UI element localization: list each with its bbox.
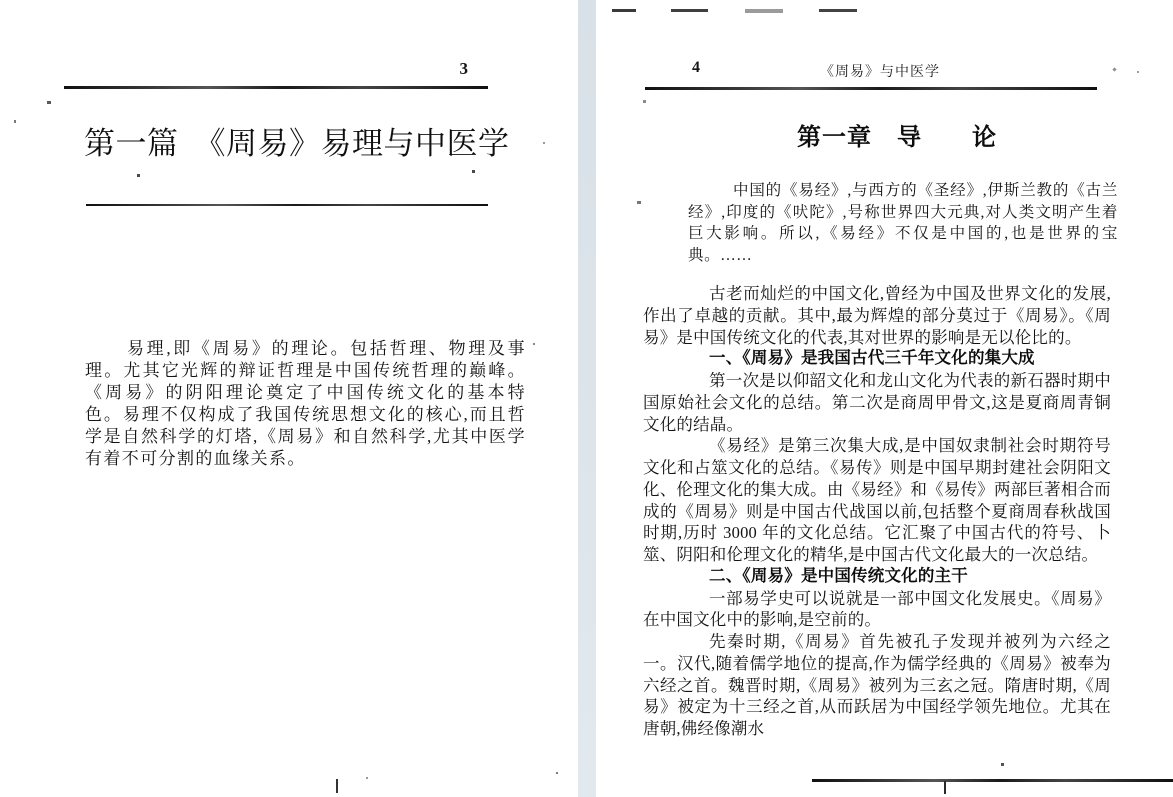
scan-artifact <box>533 343 535 345</box>
section-heading: 一、《周易》是我国古代三千年文化的集大成 <box>709 349 1035 368</box>
body-paragraph: 《易经》是第三次集大成,是中国奴隶制社会时期符号文化和占筮文化的总结。《易传》则是中国早期封建社会阴阳文化、伦理文化的集大成。由《易经》和《易传》两部巨著相合而成的《周易》则是中国古代战国以前,包括整个夏商周春秋战国时期,历时 3000 年的文化总结。它汇聚了中国古代的符号、卜筮、阴阳和伦理文化的精华,是中国古代文化最大的一次总结。 <box>643 436 1111 564</box>
scan-artifact <box>637 201 641 204</box>
scan-artifact <box>643 100 646 103</box>
scan-artifact <box>1112 67 1116 71</box>
scan-artifact <box>366 777 368 779</box>
left-header-rule <box>64 86 488 89</box>
body-paragraph: 先秦时期,《周易》首先被孔子发现并被列为六经之一。汉代,随着儒学地位的提高,作为儒学经典的《周易》被奉为六经之首。魏晋时期,《周易》被列为三玄之冠。隋唐时期,《周易》被定为十三经之首,从而跃居为中国经学领先地位。尤其在唐朝,佛经像潮水 <box>643 632 1111 738</box>
right-page-number: 4 <box>692 59 700 76</box>
right-header-rule <box>645 87 1097 90</box>
body-paragraph: 一部易学史可以说就是一部中国文化发展史。《周易》在中国文化中的影响,是空前的。 <box>643 588 1111 630</box>
scan-artifact <box>671 9 708 12</box>
scan-artifact <box>944 781 946 794</box>
right-page-body <box>643 283 1111 740</box>
scan-artifact <box>14 120 16 123</box>
scan-artifact <box>1137 71 1139 73</box>
quote-paragraph: 中国的《易经》,与西方的《圣经》,伊斯兰教的《古兰经》,印度的《吠陀》,号称世界四大元典,对人类文明产生着巨大影响。所以,《易经》不仅是中国的,也是世界的宝典。…… <box>688 182 1118 265</box>
running-title: 《周易》与中医学 <box>820 65 940 80</box>
left-page-number: 3 <box>459 59 469 78</box>
scan-artifact <box>556 772 558 774</box>
right-bottom-rule <box>812 779 1173 782</box>
scan-artifact <box>1001 763 1004 766</box>
left-page-paragraph: 易理,即《周易》的理论。包括哲理、物理及事理。尤其它光辉的辩证哲理是中国传统哲理的巅峰。《周易》的阴阳理论奠定了中国传统文化的基本特色。易理不仅构成了我国传统思想文化的核心,而且哲学是自然科学的灯塔,《周易》和自然科学,尤其中医学有着不可分割的血缘关系。 <box>85 339 526 468</box>
section-heading: 二、《周易》是中国传统文化的主干 <box>709 566 968 585</box>
page-gutter <box>578 0 596 797</box>
part-title: 第一篇 《周易》易理与中医学 <box>84 126 510 161</box>
left-title-rule <box>86 204 488 206</box>
scan-artifact <box>47 101 51 104</box>
scan-artifact <box>745 9 783 13</box>
scan-artifact <box>336 779 338 793</box>
scan-artifact <box>543 142 545 144</box>
scan-artifact <box>472 170 475 173</box>
chapter-title: 第一章 导 论 <box>797 124 997 151</box>
body-paragraph: 古老而灿烂的中国文化,曾经为中国及世界文化的发展,作出了卓越的贡献。其中,最为辉煌的部分莫过于《周易》。《周易》是中国传统文化的代表,其对世界的影响是无以伦比的。 <box>643 284 1111 347</box>
scan-artifact <box>819 9 857 12</box>
scan-artifact <box>612 9 636 12</box>
scan-artifact <box>137 174 140 177</box>
body-paragraph: 第一次是以仰韶文化和龙山文化为代表的新石器时期中国原始社会文化的总结。第二次是商周甲骨文,这是夏商周青铜文化的结晶。 <box>643 371 1111 434</box>
